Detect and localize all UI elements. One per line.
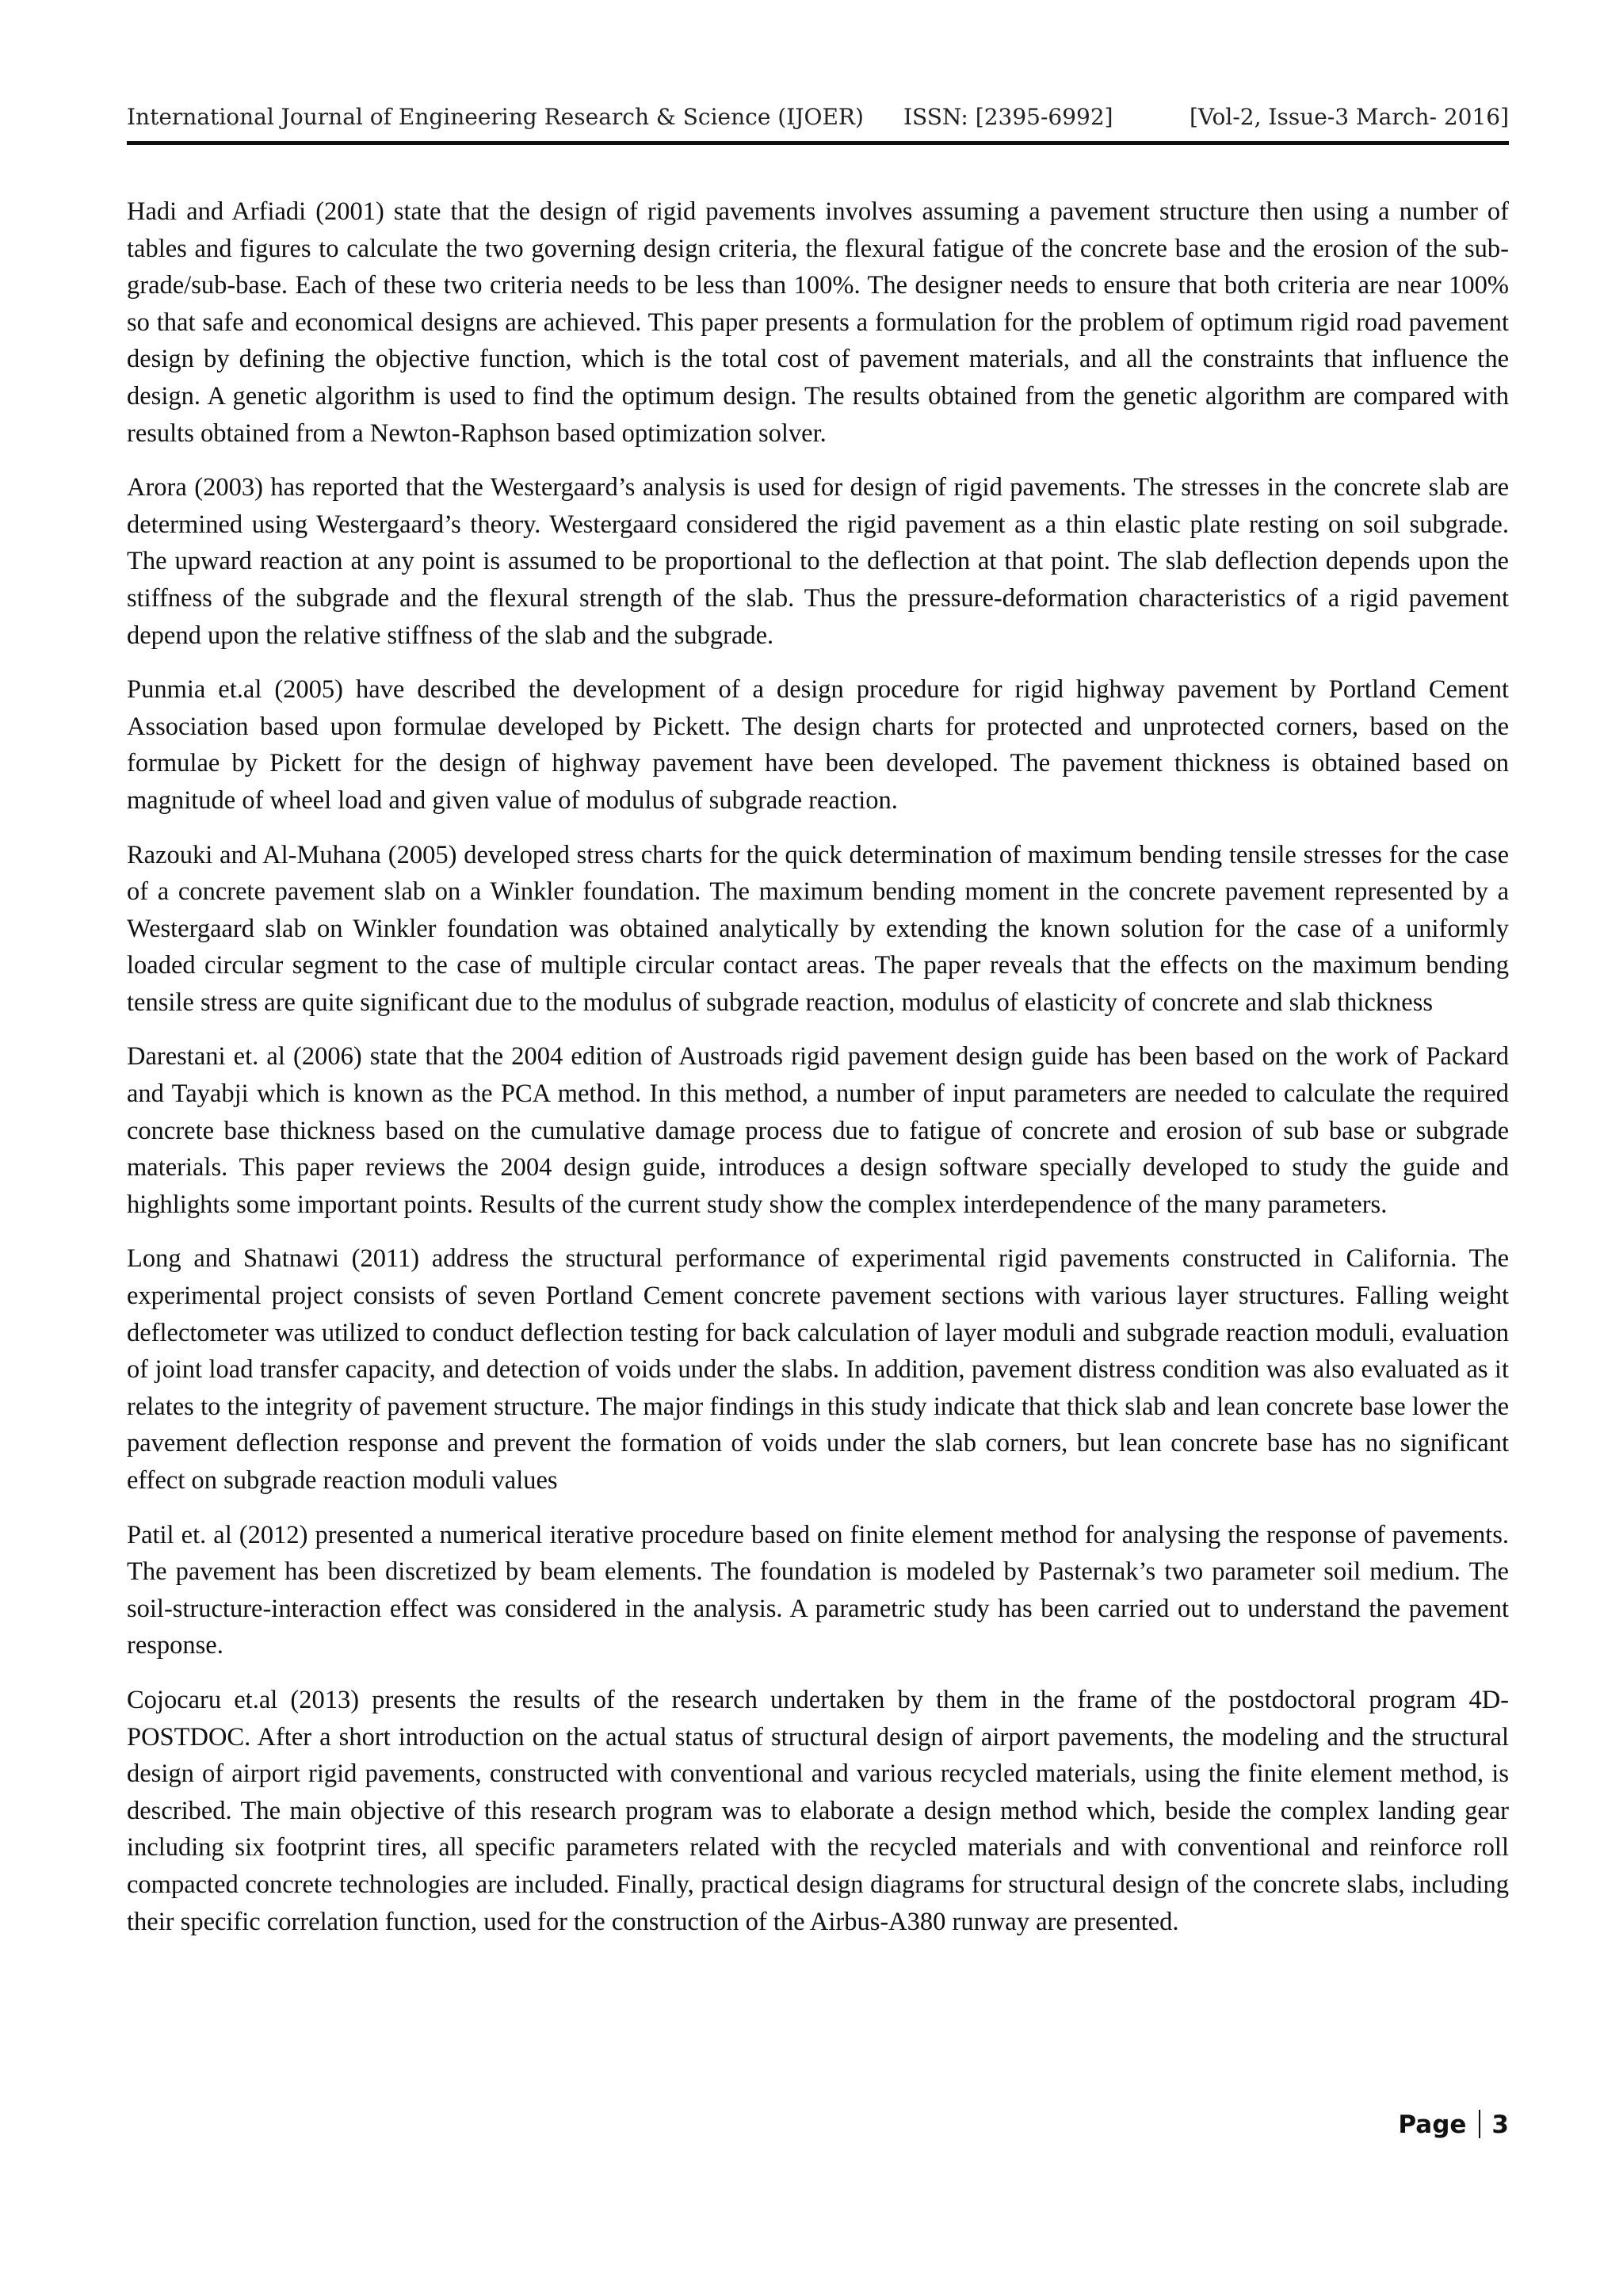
- article-body: [127, 193, 1509, 1958]
- volume-issue-label: [Vol-2, Issue-3 March- 2016]: [1189, 104, 1509, 130]
- paragraph-patil: Patil et. al (2012) presented a numerical iterative procedure based on finite element method for analysing the response of pavements. The pavement has been discretized by beam elements. The foundation is modeled by Pasternak’s two parameter soil medium. The soil-structure-interaction effect was considered in the analysis. A parametric study has been carried out to understand the pavement response.: [127, 1520, 1509, 1660]
- page-footer: [1398, 2105, 1509, 2145]
- running-header: [127, 94, 1509, 145]
- footer-separator: [1479, 2110, 1480, 2138]
- page-number: 3: [1491, 2111, 1509, 2139]
- paragraph-hadi-arfiadi: Hadi and Arfiadi (2001) state that the design of rigid pavements involves assuming a pavement structure then using a number of tables and figures to calculate the two governing design criteria, the flexural fatigue of the concrete base and the erosion of the sub-grade/sub-base. Each of these two criteria needs to be less than 100%. The designer needs to ensure that both criteria are near 100% so that safe and economical designs are achieved. This paper presents a formulation for the problem of optimum rigid road pavement design by defining the objective function, which is the total cost of pavement materials, and all the constraints that influence the design. A genetic algorithm is used to find the optimum design. The results obtained from the genetic algorithm are compared with results obtained from a Newton-Raphson based optimization solver.: [127, 197, 1509, 448]
- paragraph-long-shatnawi: Long and Shatnawi (2011) address the structural performance of experimental rigid pavements constructed in California. The experimental project consists of seven Portland Cement concrete pavement sections with various layer structures. Falling weight deflectometer was utilized to conduct deflection testing for back calculation of layer moduli and subgrade reaction moduli, evaluation of joint load transfer capacity, and detection of voids under the slabs. In addition, pavement distress condition was also evaluated as it relates to the integrity of pavement structure. The major findings in this study indicate that thick slab and lean concrete base lower the pavement deflection response and prevent the formation of voids under the slab corners, but lean concrete base has no significant effect on subgrade reaction moduli values: [127, 1244, 1509, 1495]
- issn-label: ISSN: [2395-6992]: [903, 104, 1113, 130]
- page-label: Page: [1398, 2111, 1467, 2139]
- paragraph-razouki: Razouki and Al-Muhana (2005) developed stress charts for the quick determination of maximum bending tensile stresses for the case of a concrete pavement slab on a Winkler foundation. The maximum bending moment in the concrete pavement represented by a Westergaard slab on Winkler foundation was obtained analytically by extending the known solution for the case of a uniformly loaded circular segment to the case of multiple circular contact areas. The paper reveals that the effects on the maximum bending tensile stress are quite significant due to the modulus of subgrade reaction, modulus of elasticity of concrete and slab thickness: [127, 840, 1509, 1017]
- paragraph-punmia: Punmia et.al (2005) have described the development of a design procedure for rigid highway pavement by Portland Cement Association based upon formulae developed by Pickett. The design charts for protected and unprotected corners, based on the formulae by Pickett for the design of highway pavement have been developed. The pavement thickness is obtained based on magnitude of wheel load and given value of modulus of subgrade reaction.: [127, 675, 1509, 815]
- paragraph-cojocaru: Cojocaru et.al (2013) presents the results of the research undertaken by them in the frame of the postdoctoral program 4D-POSTDOC. After a short introduction on the actual status of structural design of airport pavements, the modeling and the structural design of airport rigid pavements, constructed with conventional and various recycled materials, using the finite element method, is described. The main objective of this research program was to elaborate a design method which, beside the complex landing gear including six footprint tires, all specific parameters related with the recycled materials and with conventional and reinforce roll compacted concrete technologies are included. Finally, practical design diagrams for structural design of the concrete slabs, including their specific correlation function, used for the construction of the Airbus-A380 runway are presented.: [127, 1685, 1509, 1936]
- paragraph-darestani: Darestani et. al (2006) state that the 2004 edition of Austroads rigid pavement design guide has been based on the work of Packard and Tayabji which is known as the PCA method. In this method, a number of input parameters are needed to calculate the required concrete base thickness based on the cumulative damage process due to fatigue of concrete and erosion of sub base or subgrade materials. This paper reviews the 2004 design guide, introduces a design software specially developed to study the guide and highlights some important points. Results of the current study show the complex interdependence of the many parameters.: [127, 1042, 1509, 1219]
- journal-title: International Journal of Engineering Research & Science (IJOER): [127, 104, 864, 130]
- paragraph-arora: Arora (2003) has reported that the Westergaard’s analysis is used for design of rigid pavements. The stresses in the concrete slab are determined using Westergaard’s theory. Westergaard considered the rigid pavement as a thin elastic plate resting on soil subgrade. The upward reaction at any point is assumed to be proportional to the deflection at that point. The slab deflection depends upon the stiffness of the subgrade and the flexural strength of the slab. Thus the pressure-deformation characteristics of a rigid pavement depend upon the relative stiffness of the slab and the subgrade.: [127, 473, 1509, 650]
